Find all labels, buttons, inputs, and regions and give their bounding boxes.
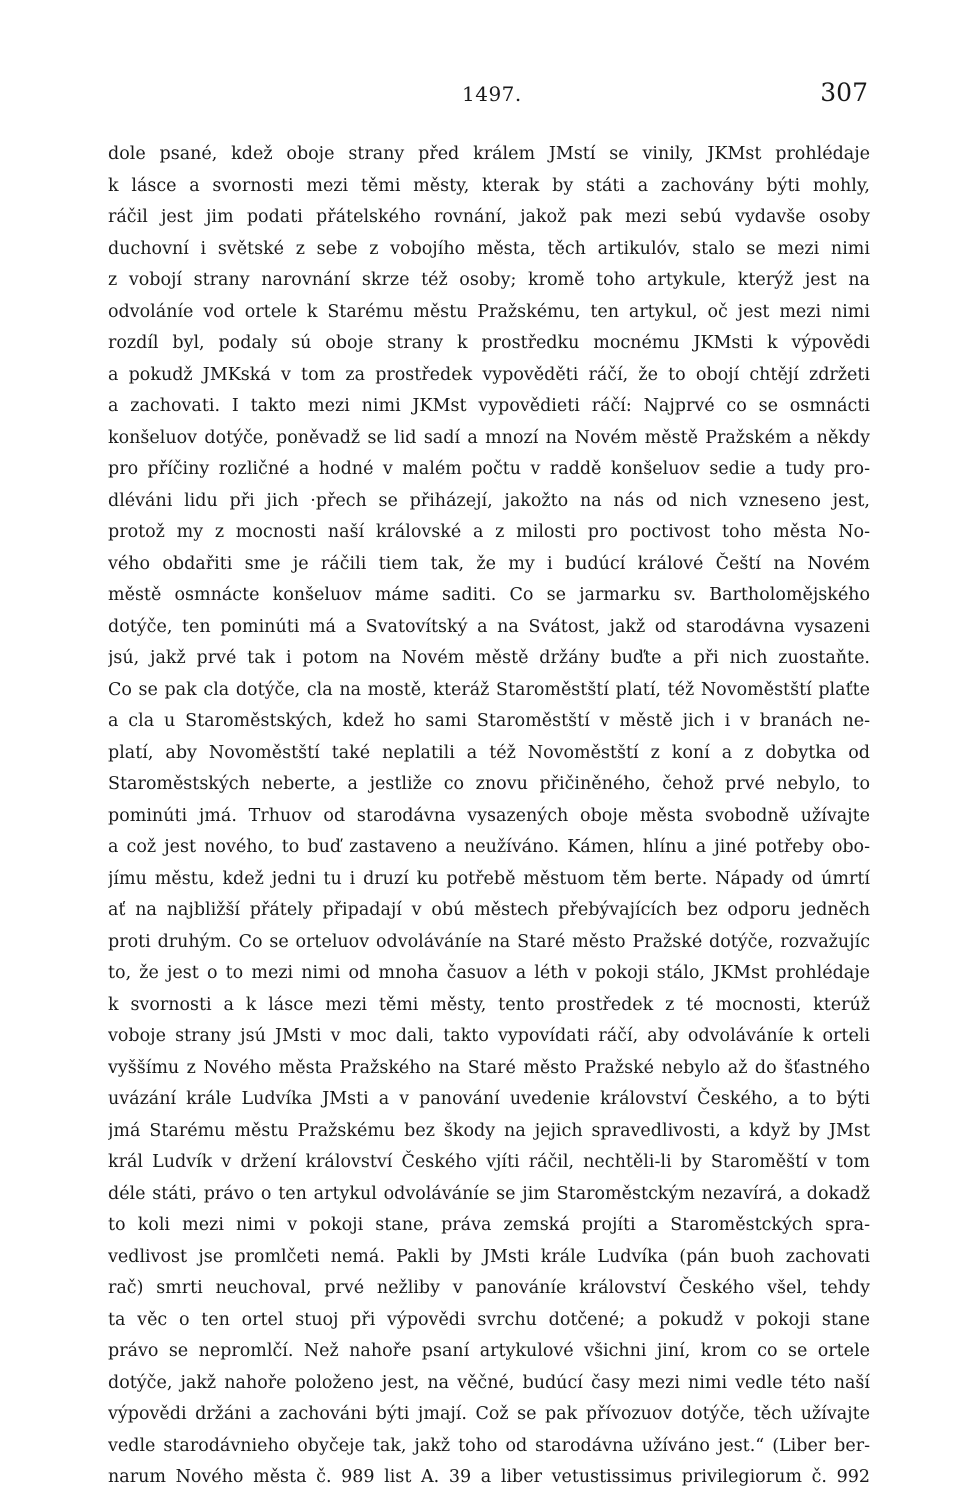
text-line: voboje strany jsú JMsti v moc dali, takto vypovídati ráčí, aby odvoláváníe k orteli: [108, 1026, 870, 1046]
text-line: dotýče, ten pominúti má a Svatovítský a na Svátost, jakž od starodávna vysazeni: [108, 616, 870, 637]
body-text: [108, 139, 870, 1487]
text-line: dléváni lidu při jich ·přech se přiházejí, jakožto na nás od nich vzneseno jest,: [108, 490, 870, 511]
text-line: platí, aby Novoměstští také neplatili a též Novoměstští z koní a z dobytka od: [108, 742, 870, 763]
text-line: a což jest nového, to buď zastaveno a neužíváno. Kámen, hlínu a jiné potřeby obo-: [108, 837, 870, 857]
text-line: proti druhým. Co se orteluov odvoláváníe na Staré město Pražské dotýče, rozvažujíc: [108, 931, 870, 952]
text-line: a pokudž JMKská v tom za prostředek vypověděti ráčí, že to obojí chtějí zdržeti: [108, 364, 870, 385]
text-line: rozdíl byl, podaly sú oboje strany k prostředku mocnému JKMsti k výpovědi: [108, 333, 870, 353]
page-header: [108, 78, 868, 112]
text-line: protož my z mocnosti naší královské a z milosti pro poctivost toho města No-: [108, 522, 870, 542]
text-line: to, že jest o to mezi nimi od mnoha časuov a léth v pokoji stálo, JKMst prohlédaje: [108, 963, 870, 983]
text-line: ať na najbližší přátely připadají v obú městech přebývajících bez odporu jedněch: [108, 900, 870, 920]
text-line: ráčil jest jim podati přátelského rovnání, jakož pak mezi sebú vydavše osoby: [108, 207, 870, 227]
text-line: z vobojí strany narovnání skrze též osoby; kromě toho artykule, kterýž jest na: [108, 270, 870, 290]
text-line: narum Nového města č. 989 list A. 39 a liber vetustissimus privilegiorum č. 992: [108, 1467, 870, 1487]
text-line: duchovní i světské z sebe z vobojího města, těch artikulóv, stalo se mezi nimi: [108, 238, 870, 259]
text-line: ta věc o ten ortel stuoj při výpovědi svrchu dotčené; a pokudž v pokoji stane: [108, 1309, 870, 1330]
text-line: vyššímu z Nového města Pražského na Staré město Pražské nebylo až do šťastného: [108, 1057, 870, 1078]
text-line: vedle starodávnieho obyčeje tak, jakž toho od starodávna užíváno jest.“ (Liber ber-: [108, 1435, 870, 1456]
text-line: konšeluov dotýče, poněvadž se lid sadí a mnozí na Novém městě Pražském a někdy: [108, 427, 870, 448]
text-line: pro příčiny rozličné a hodné v malém počtu v raddě konšeluov sedie a tudy pro-: [108, 459, 870, 479]
text-line: to koli mezi nimi v pokoji stane, práva zemská projíti a Staroměstckých spra-: [108, 1215, 870, 1235]
text-line: k lásce a svornosti mezi těmi městy, kterak by státi a zachovány býti mohly,: [108, 175, 870, 196]
text-line: vého obdařiti sme je ráčili tiem tak, že my i budúcí králové Čeští na Novém: [108, 553, 870, 574]
text-line: jímu městu, kdež jedni tu i druzí ku potřebě městuom těm berte. Nápady od úmrtí: [108, 868, 870, 889]
text-line: déle státi, právo o ten artykul odvoláváníe se jim Staroměstckým nezavírá, a dokadž: [108, 1183, 870, 1204]
text-line: výpovědi držáni a zachováni býti jmají. Což se pak přívozuov dotýče, těch užívajte: [108, 1404, 870, 1424]
text-line: jmá Starému městu Pražskému bez škody na jejich spravedlivosti, a když by JMst: [108, 1120, 870, 1141]
text-line: král Ludvík v držení království Českého vjíti ráčil, nechtěli-li by Staroměští v tom: [108, 1152, 870, 1172]
text-line: vedlivost jse promlčeti nemá. Pakli by JMsti krále Ludvíka (pán buoh zachovati: [108, 1246, 870, 1267]
text-line: dotýče, jakž nahoře položeno jest, na věčné, budúcí časy mezi nimi vedle této naší: [108, 1372, 870, 1393]
text-line: jsú, jakž prvé tak i potom na Novém městě držány buďte a při nich zuostaňte.: [108, 648, 870, 668]
text-line: a cla u Staroměstských, kdež ho sami Staroměstští v městě jich i v branách ne-: [108, 711, 870, 731]
text-line: Co se pak cla dotýče, cla na mostě, kteráž Staroměstští platí, též Novoměstští plaťte: [108, 679, 870, 700]
text-line: uvázání krále Ludvíka JMsti a v panování uvedenie království Českého, a to býti: [108, 1089, 870, 1109]
text-line: právo se nepromlčí. Než nahoře psaní artykulové všichni jiní, krom co se ortele: [108, 1341, 870, 1361]
text-line: odvoláníe vod ortele k Starému městu Pražskému, ten artykul, oč jest mezi nimi: [108, 301, 870, 322]
text-line: pominúti jmá. Trhuov od starodávna vysazených oboje města svobodně užívajte: [108, 805, 870, 826]
running-head-year: 1497.: [462, 82, 522, 106]
text-line: dole psané, kdež oboje strany před králem JMstí se vinily, JKMst prohlédaje: [108, 144, 870, 164]
page-number: 307: [820, 78, 868, 107]
text-line: a zachovati. I takto mezi nimi JKMst vypovědieti ráčí: Najprvé co se osmnácti: [108, 396, 870, 416]
text-line: Staroměstských neberte, a jestliže co znovu přičiněného, čehož prvé nebylo, to: [108, 774, 870, 794]
text-line: k svornosti a k lásce mezi těmi městy, tento prostředek z té mocnosti, kterúž: [108, 994, 870, 1015]
text-line: městě osmnácte konšeluov máme saditi. Co se jarmarku sv. Bartholomějského: [108, 585, 870, 605]
text-line: rač) smrti neuchoval, prvé nežliby v panováníe království Českého všel, tehdy: [108, 1278, 870, 1298]
